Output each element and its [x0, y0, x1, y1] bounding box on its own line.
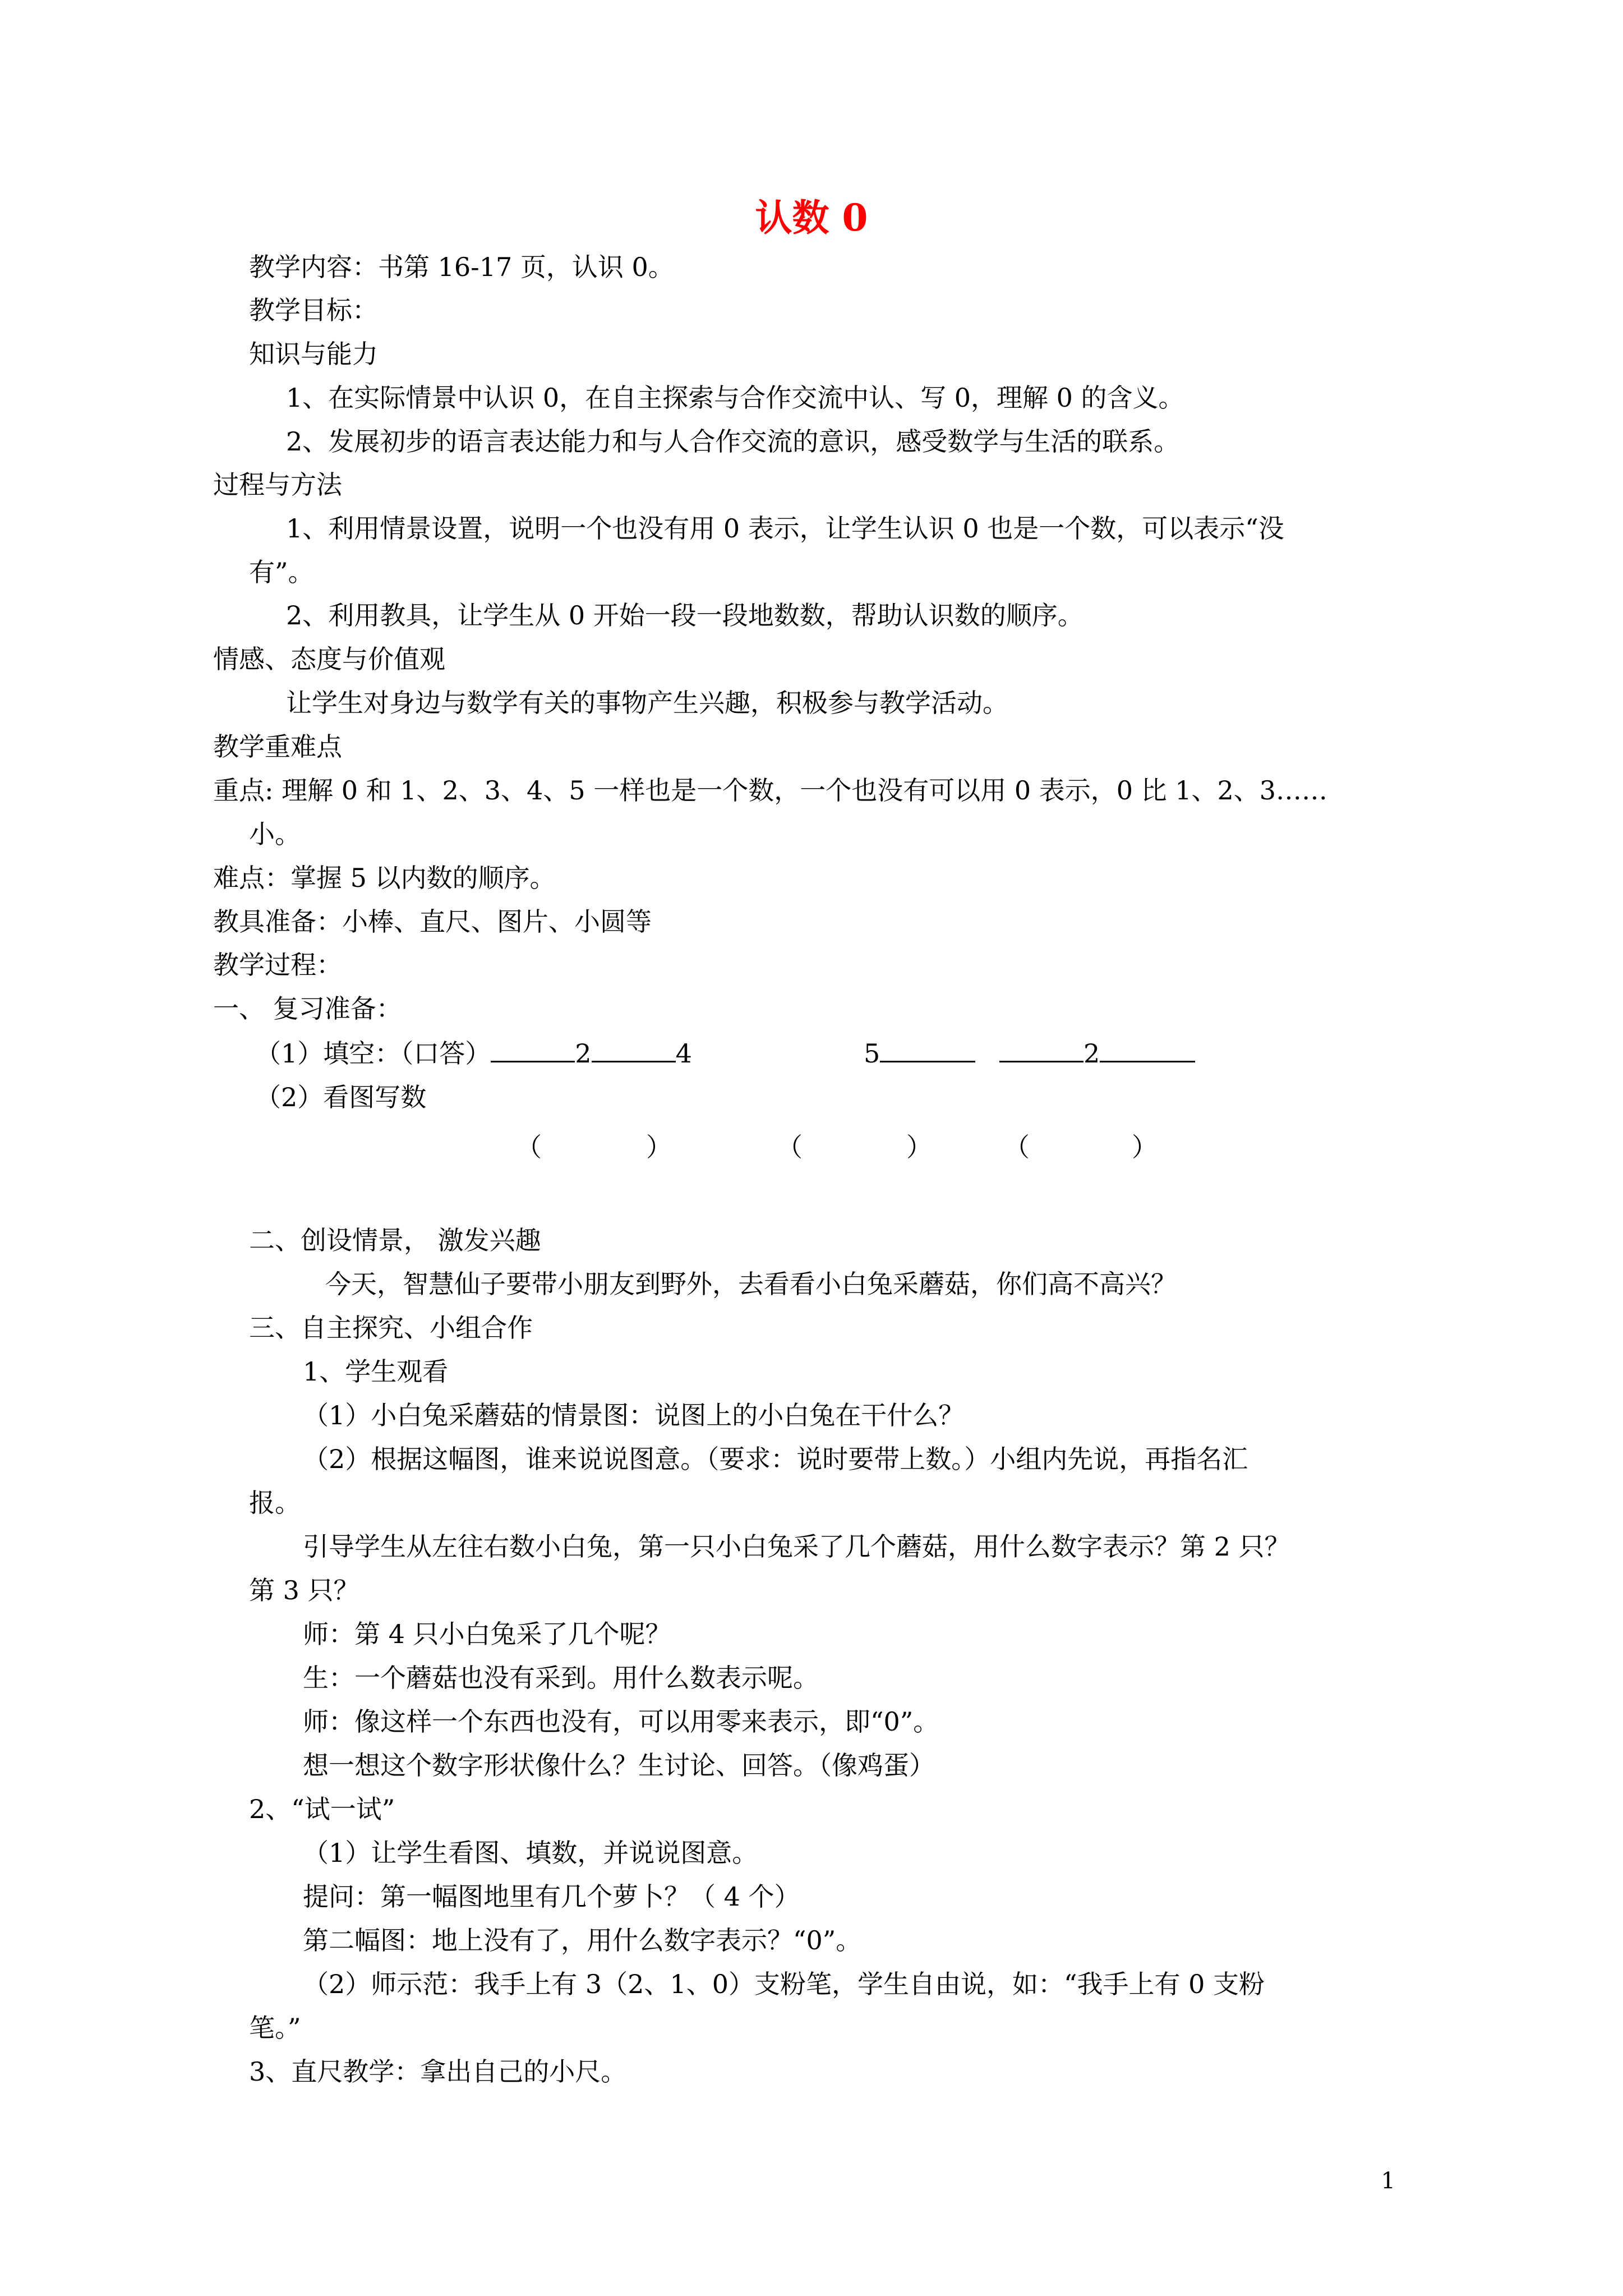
paren-close: ）: [1132, 1132, 1158, 1162]
paren-close: ）: [646, 1132, 672, 1162]
blank: [999, 1036, 1083, 1062]
blank: [592, 1036, 676, 1062]
fill-blank-line: [999, 1036, 1195, 1071]
text-line: 教学目标：: [249, 295, 378, 325]
section-heading: 二、创设情景， 激发兴趣: [249, 1225, 541, 1255]
text-line: 师：像这样一个东西也没有，可以用零来表示，即“0”。: [303, 1706, 939, 1737]
text-line: 1、学生观看: [303, 1356, 449, 1387]
blank: [1100, 1036, 1195, 1062]
fill-blank-line: [864, 1036, 975, 1071]
paren-open: （: [777, 1132, 803, 1162]
text-line: 2、利用教具，让学生从 0 开始一段一段地数数，帮助认识数的顺序。: [286, 600, 1083, 631]
paren-open: （: [516, 1132, 542, 1162]
blank: [880, 1036, 975, 1062]
section-heading: 2、“试一试”: [249, 1794, 395, 1824]
text-line: 报。: [249, 1488, 301, 1518]
paren-close: ）: [906, 1132, 932, 1162]
fill-number: 2: [575, 1038, 592, 1069]
text-line: 想一想这个数字形状像什么？生讨论、回答。（像鸡蛋）: [303, 1750, 935, 1780]
section-heading: 3、直尺教学：拿出自己的小尺。: [249, 2056, 627, 2087]
section-heading: 一、 复习准备：: [213, 993, 402, 1024]
text-line: 小。: [249, 819, 301, 849]
fill-blank-line: [255, 1036, 692, 1071]
text-line: （2）看图写数: [255, 1082, 427, 1112]
paren-open: （: [1004, 1132, 1030, 1162]
text-line: （2）根据这幅图，谁来说说图意。（要求：说时要带上数。）小组内先说，再指名汇: [303, 1444, 1248, 1474]
text-line: 教具准备：小棒、直尺、图片、小圆等: [213, 907, 652, 937]
text-line: 今天，智慧仙子要带小朋友到野外，去看看小白兔采蘑菇，你们高不高兴？: [325, 1269, 1177, 1299]
text-line: 让学生对身边与数学有关的事物产生兴趣，积极参与教学活动。: [286, 688, 1008, 718]
blank: [491, 1036, 575, 1062]
text-line: 教学过程：: [213, 950, 342, 980]
text-line: 1、在实际情景中认识 0，在自主探索与合作交流中认、写 0，理解 0 的含义。: [286, 383, 1184, 413]
text-line: 难点：掌握 5 以内数的顺序。: [213, 863, 556, 893]
text-line: 1、利用情景设置，说明一个也没有用 0 表示，让学生认识 0 也是一个数，可以表示“没: [286, 513, 1284, 544]
text-line: 第 3 只？: [249, 1575, 359, 1605]
text-line: 重点: 理解 0 和 1、2、3、4、5 一样也是一个数，一个也没有可以用 0 表示，0 比 1、2、3……: [213, 775, 1328, 806]
section-heading: 情感、态度与价值观: [213, 644, 445, 674]
fill-label: （1）填空：（口答）: [255, 1038, 491, 1069]
text-line: 第二幅图：地上没有了，用什么数字表示？“0”。: [303, 1925, 862, 1955]
text-line: 提问：第一幅图地里有几个萝卜？（ 4 个）: [303, 1881, 800, 1912]
section-heading: 过程与方法: [213, 470, 342, 500]
text-line: 2、发展初步的语言表达能力和与人合作交流的意识，感受数学与生活的联系。: [286, 426, 1180, 457]
text-line: 生：一个蘑菇也没有采到。用什么数表示呢。: [303, 1663, 819, 1693]
page-number: 1: [1381, 2168, 1395, 2194]
text-line: 有”。: [249, 557, 314, 587]
text-line: （2）师示范：我手上有 3（2、1、0）支粉笔，学生自由说，如：“我手上有 0 支粉: [303, 1969, 1265, 1999]
text-line: 教学内容：书第 16-17 页，认识 0。: [249, 252, 674, 282]
text-line: （1）让学生看图、填数，并说说图意。: [303, 1838, 758, 1868]
text-line: （1）小白兔采蘑菇的情景图：说图上的小白兔在干什么？: [303, 1400, 965, 1430]
section-heading: 三、自主探究、小组合作: [249, 1313, 533, 1343]
document-title: 认数 0: [755, 196, 868, 240]
text-line: 师：第 4 只小白兔采了几个呢？: [303, 1619, 671, 1649]
fill-number: 2: [1083, 1038, 1100, 1069]
text-line: 引导学生从左往右数小白兔，第一只小白兔采了几个蘑菇，用什么数字表示？第 2 只？: [303, 1531, 1290, 1562]
fill-number: 5: [864, 1038, 880, 1069]
fill-number: 4: [675, 1038, 692, 1069]
text-line: 知识与能力: [249, 339, 378, 369]
text-line: 笔。”: [249, 2013, 301, 2043]
section-heading: 教学重难点: [213, 731, 342, 762]
